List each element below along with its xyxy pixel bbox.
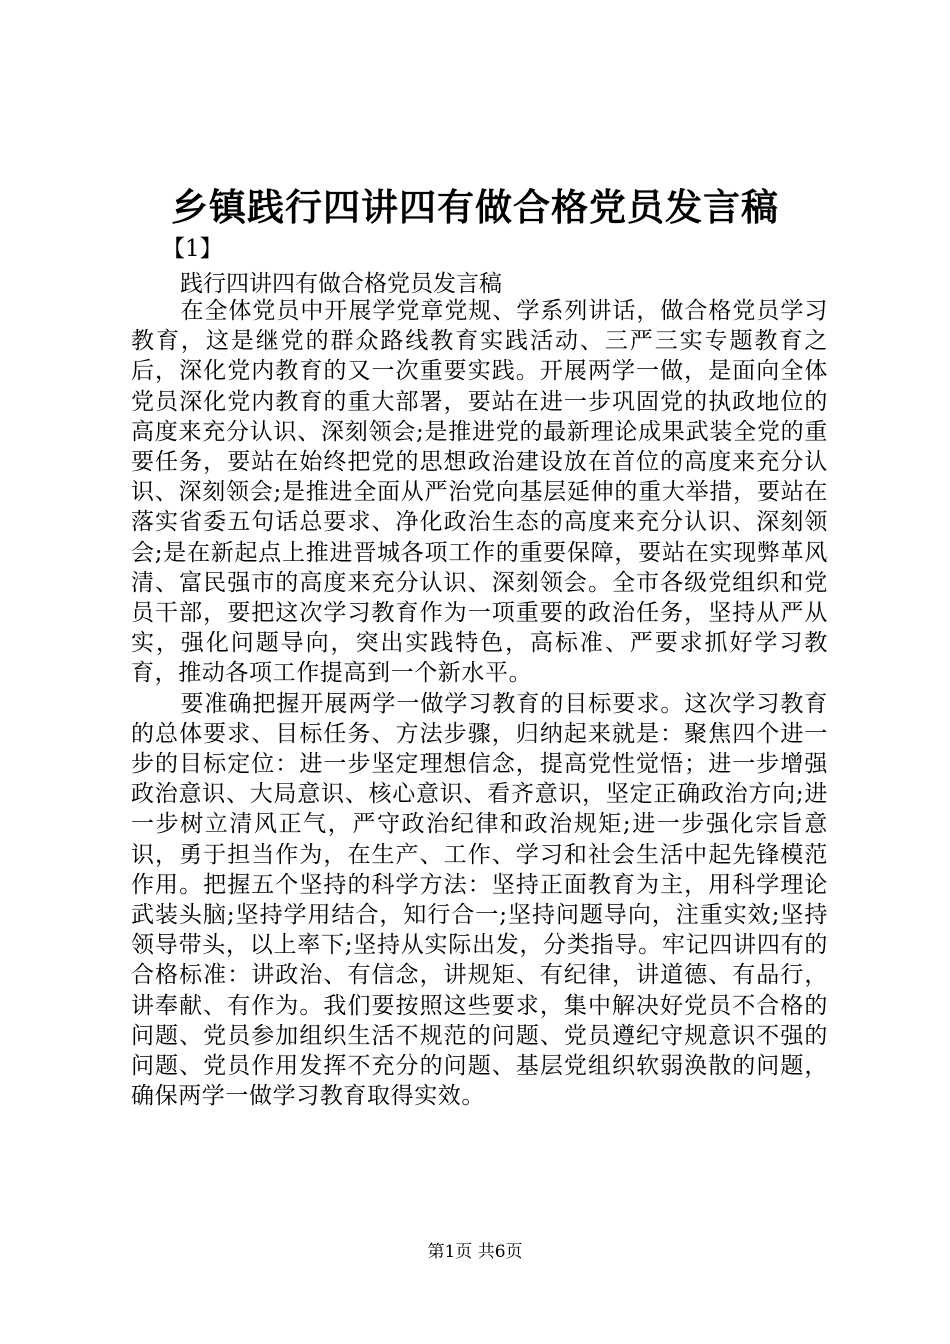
page-footer: 第1页 共6页: [427, 1242, 523, 1262]
body-text: [131, 296, 828, 1111]
document-subtitle: 践行四讲四有做合格党员发言稿: [180, 271, 502, 297]
paragraph-2: 要准确把握开展两学一做学习教育的目标要求。这次学习教育的总体要求、目标任务、方法步骤，归纳起来就是：聚焦四个进一步的目标定位：进一步坚定理想信念，提高党性觉悟；进一步增强政治意识、大局意识、核心意识、看齐意识，坚定正确政治方向;进一步树立清风正气，严守政治纪律和政治规矩;进一步强化宗旨意识，勇于担当作为，在生产、工作、学习和社会生活中起先锋模范作用。把握五个坚持的科学方法：坚持正面教育为主，用科学理论武装头脑;坚持学用结合，知行合一;坚持问题导向，注重实效;坚持领导带头，以上率下;坚持从实际出发，分类指导。牢记四讲四有的合格标准：讲政治、有信念，讲规矩、有纪律，讲道德、有品行，讲奉献、有作为。我们要按照这些要求，集中解决好党员不合格的问题、党员参加组织生活不规范的问题、党员遵纪守规意识不强的问题、党员作用发挥不充分的问题、基层党组织软弱涣散的问题，确保两学一做学习教育取得实效。: [131, 690, 828, 1110]
document-title: 乡镇践行四讲四有做合格党员发言稿: [171, 185, 779, 229]
section-marker: 【1】: [162, 236, 223, 262]
paragraph-1: 在全体党员中开展学党章党规、学系列讲话，做合格党员学习教育，这是继党的群众路线教育实践活动、三严三实专题教育之后，深化党内教育的又一次重要实践。开展两学一做，是面向全体党员深化党内教育的重大部署，要站在进一步巩固党的执政地位的高度来充分认识、深刻领会;是推进党的最新理论成果武装全党的重要任务，要站在始终把党的思想政治建设放在首位的高度来充分认识、深刻领会;是推进全面从严治党向基层延伸的重大举措，要站在落实省委五句话总要求、净化政治生态的高度来充分认识、深刻领会;是在新起点上推进晋城各项工作的重要保障，要站在实现弊革风清、富民强市的高度来充分认识、深刻领会。全市各级党组织和党员干部，要把这次学习教育作为一项重要的政治任务，坚持从严从实，强化问题导向，突出实践特色，高标准、严要求抓好学习教育，推动各项工作提高到一个新水平。: [131, 298, 828, 687]
